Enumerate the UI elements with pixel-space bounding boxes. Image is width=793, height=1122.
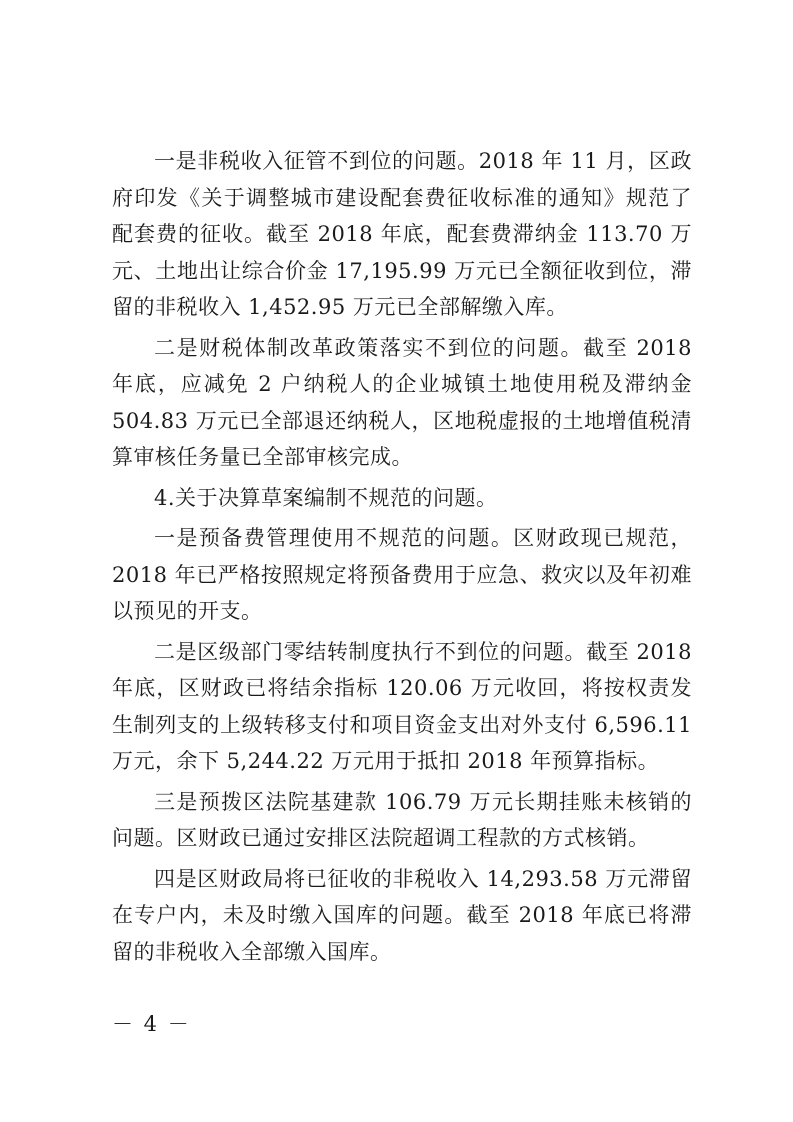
body-text (112, 143, 692, 974)
page-number: － 4 － (112, 1012, 191, 1036)
paragraph-zero-carryover: 二是区级部门零结转制度执行不到位的问题。截至 2018 年底，区财政已将结余指标 120.06 万元收回，将按权责发生制列支的上级转移支付和项目资金支出对外支付 6,596.11 万元，余下 5,244.22 万元用于抵扣 2018 年预算指标。 (112, 639, 692, 773)
paragraph-section-heading: 4.关于决算草案编制不规范的问题。 (154, 485, 498, 510)
paragraph-retained-revenue: 四是区财政局将已征收的非税收入 14,293.58 万元滞留在专户内，未及时缴入国库的问题。截至 2018 年底已将滞留的非税收入全部缴入国库。 (112, 866, 692, 964)
paragraph-court-construction: 三是预拨区法院基建款 106.79 万元长期挂账未核销的问题。区财政已通过安排区法院超调工程款的方式核销。 (112, 789, 692, 850)
paragraph-reserve-fund: 一是预备费管理使用不规范的问题。区财政现已规范，2018 年已严格按照规定将预备费用于应急、救灾以及年初难以预见的开支。 (112, 526, 692, 623)
paragraph-tax-reform: 二是财税体制改革政策落实不到位的问题。截至 2018 年底，应减免 2 户纳税人的企业城镇土地使用税及滞纳金 504.83 万元已全部退还纳税人，区地税虚报的土地增值税清算审核任务量已全部审核完成。 (112, 335, 692, 469)
paragraph-non-tax-revenue: 一是非税收入征管不到位的问题。2018 年 11 月，区政府印发《关于调整城市建设配套费征收标准的通知》规范了配套费的征收。截至 2018 年底，配套费滞纳金 113.70 万元、土地出让综合价金 17,195.99 万元已全额征收到位，滞留的非税收入 1,452.95 万元已全部解缴入库。 (112, 149, 692, 319)
